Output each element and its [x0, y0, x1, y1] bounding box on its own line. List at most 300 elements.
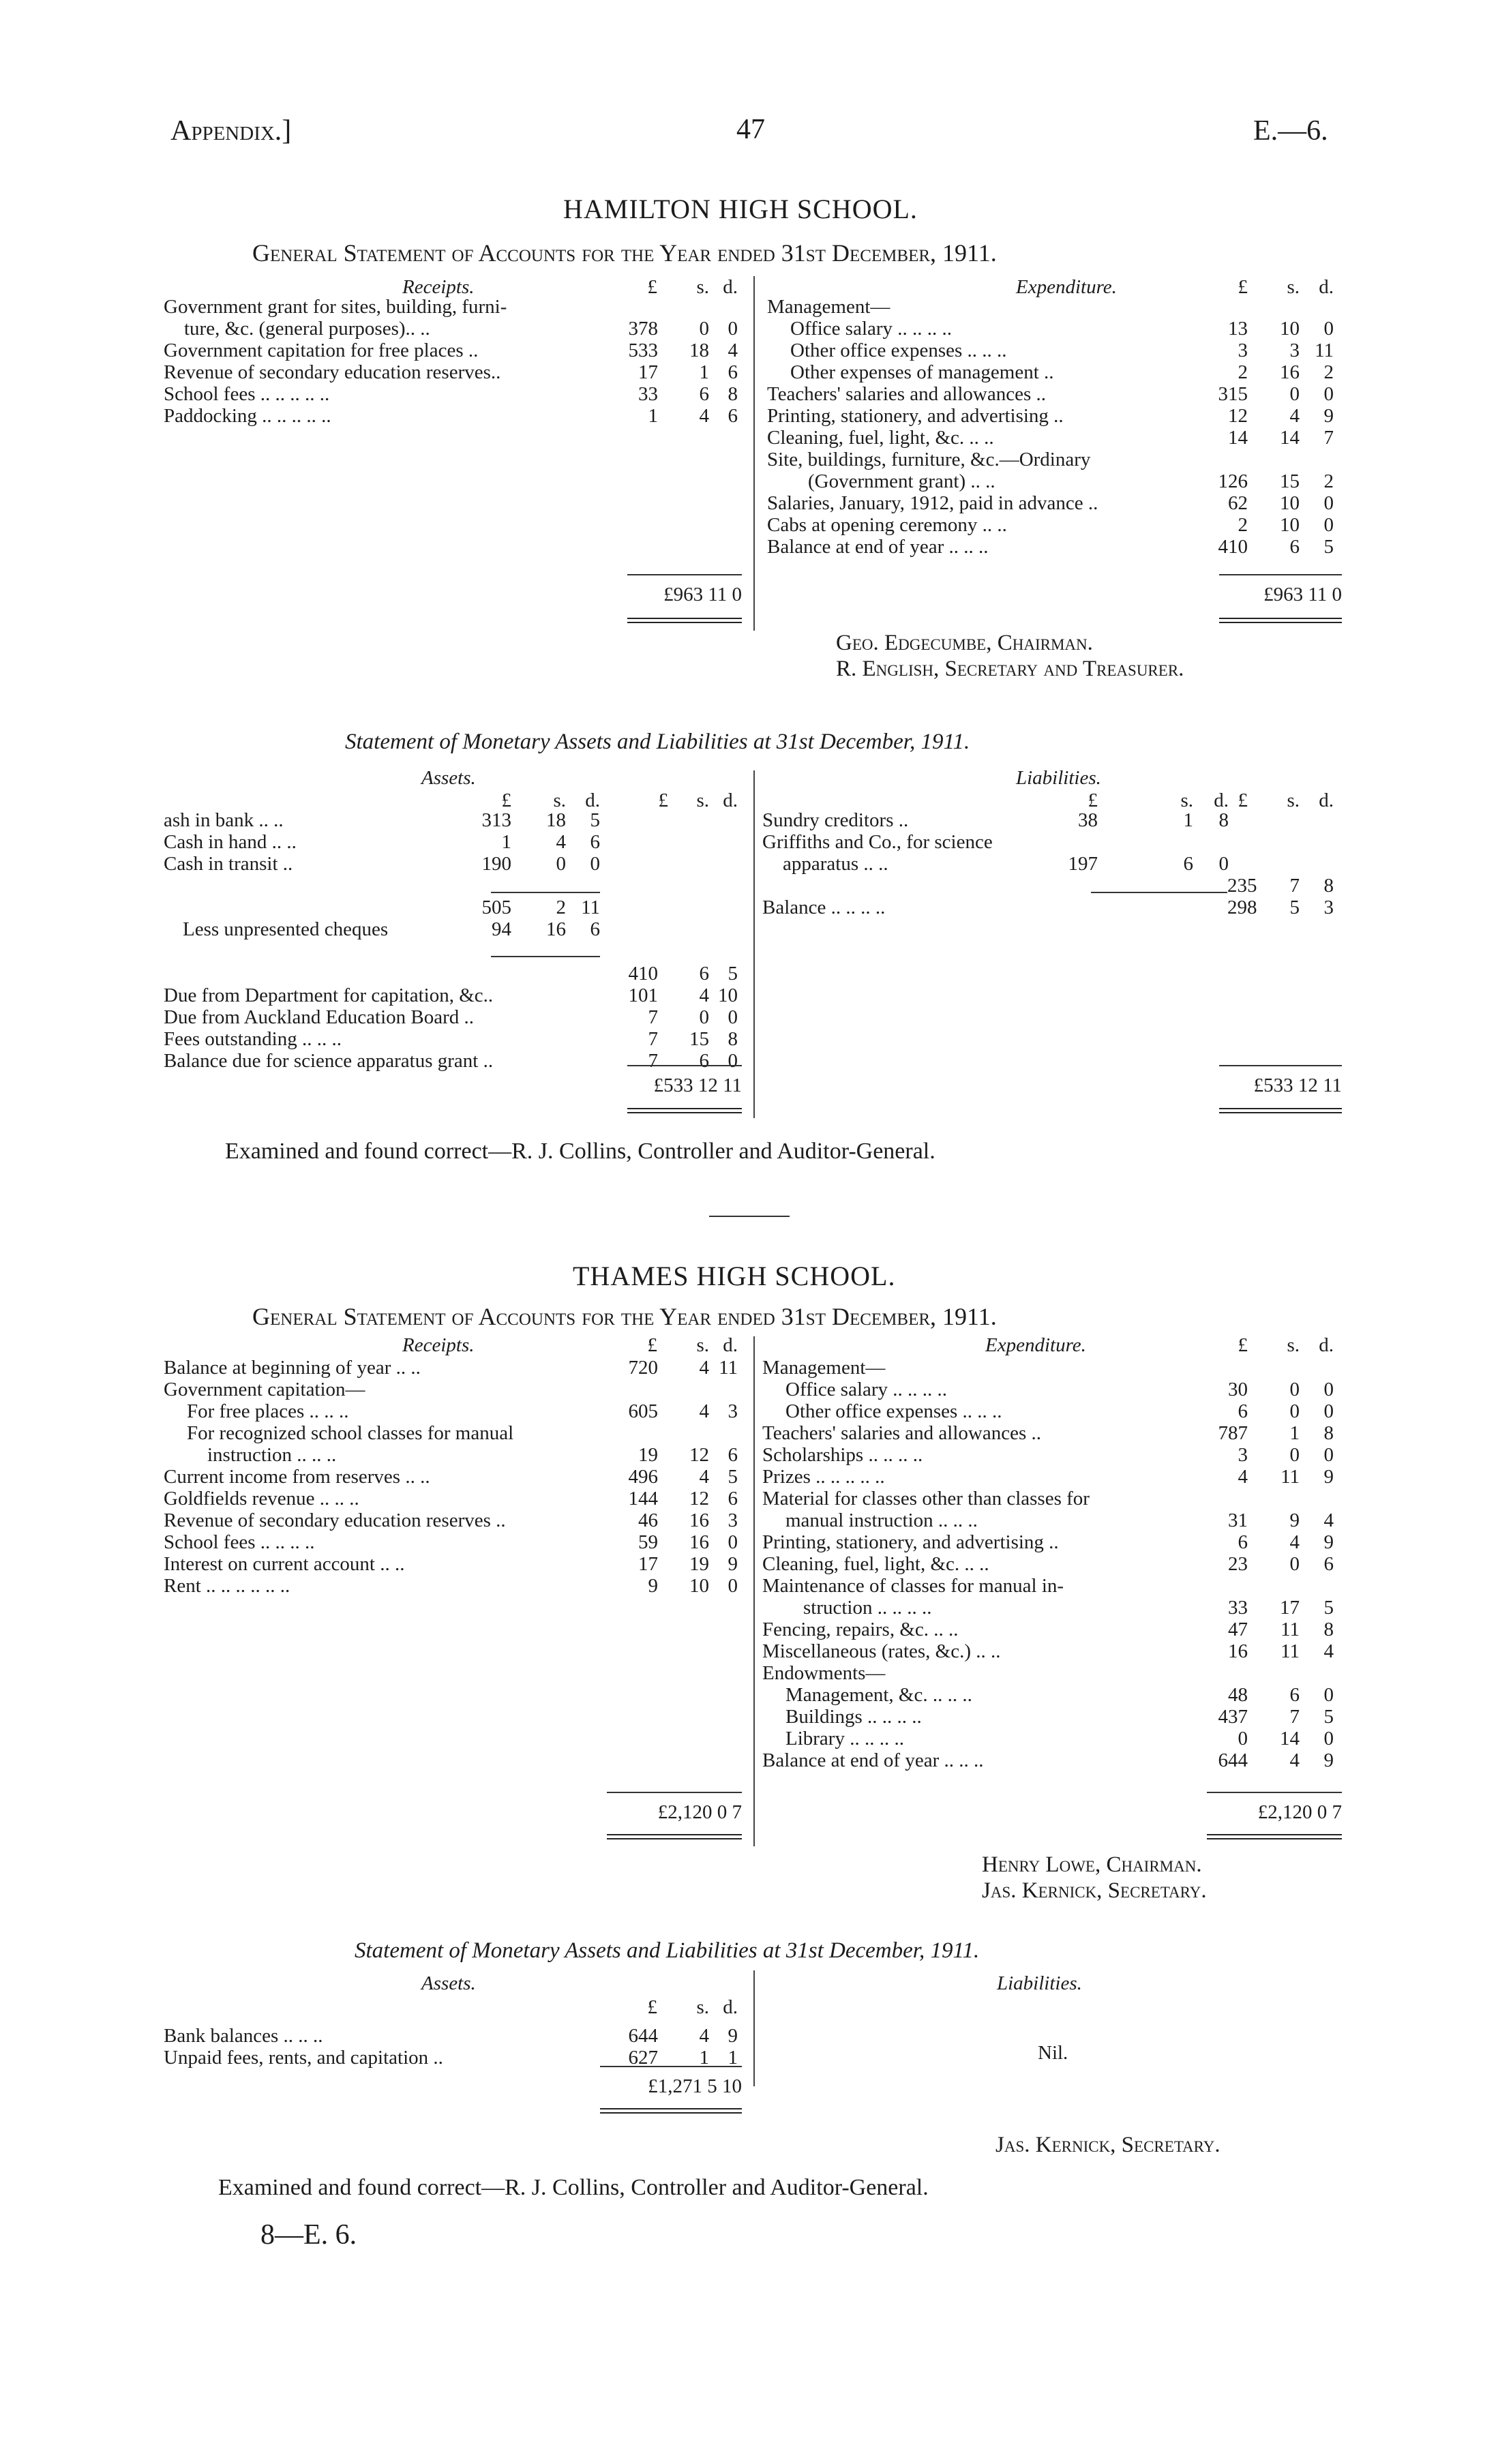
amount-shillings: 7	[1289, 1706, 1300, 1728]
row-label: Balance at end of year .. .. ..	[767, 536, 989, 558]
amount-pence: 8	[1323, 875, 1334, 897]
amount-shillings: 16	[546, 918, 566, 940]
hamilton-expenditure-total: £963 11 0	[1263, 584, 1342, 605]
hamilton-subtitle: General Statement of Accounts for the Year ended 31st December, 1911.	[252, 239, 997, 267]
amount-shillings: 15	[689, 1028, 709, 1050]
rule	[627, 574, 742, 575]
thames-subtitle: General Statement of Accounts for the Year ended 31st December, 1911.	[252, 1303, 997, 1330]
row-label: Teachers' salaries and allowances ..	[762, 1422, 1042, 1444]
amount-shillings: 14	[1280, 1728, 1300, 1749]
amount-pence: 5	[728, 963, 738, 985]
row-label: Bank balances .. .. ..	[164, 2025, 323, 2047]
row-label: School fees .. .. .. .. ..	[164, 383, 330, 405]
amount-shillings: 6	[699, 1050, 709, 1072]
double-rule	[607, 1834, 742, 1839]
amount-shillings: 11	[1280, 1640, 1300, 1662]
rule	[1219, 574, 1342, 575]
amount-shillings: 4	[699, 405, 709, 427]
amount-pounds: 644	[1218, 1749, 1248, 1771]
amount-shillings: 10	[1280, 514, 1300, 536]
amount-pounds: 2	[1238, 514, 1248, 536]
amount-shillings: 11	[1280, 1619, 1300, 1640]
amount-pounds: 46	[638, 1509, 658, 1531]
amount-pence: 3	[728, 1400, 738, 1422]
amount-pounds: 378	[628, 318, 658, 340]
row-label: For free places .. .. ..	[187, 1400, 349, 1422]
amount-shillings: 1	[699, 2047, 709, 2069]
thames-assets-title: Statement of Monetary Assets and Liabilities at 31st December, 1911.	[355, 1938, 980, 1963]
amount-pence: 10	[718, 985, 738, 1006]
header-appendix: Appendix.]	[170, 115, 292, 147]
amount-pence: 9	[1323, 1466, 1334, 1488]
amount-pounds: 31	[1228, 1509, 1248, 1531]
double-rule	[600, 2108, 742, 2114]
amount-pence: 0	[1323, 383, 1334, 405]
amount-shillings: 0	[699, 318, 709, 340]
currency-d: d.	[723, 276, 738, 298]
amount-shillings: 16	[1280, 361, 1300, 383]
amount-pence: 0	[1323, 492, 1334, 514]
currency-pound: £	[647, 1334, 657, 1356]
amount-pounds: 298	[1227, 897, 1257, 918]
amount-pence: 0	[1323, 514, 1334, 536]
amount-shillings: 18	[546, 809, 566, 831]
amount-shillings: 0	[1289, 1553, 1300, 1575]
row-label: Printing, stationery, and advertising ..	[767, 405, 1064, 427]
amount-shillings: 6	[699, 383, 709, 405]
amount-pounds: 190	[481, 853, 511, 875]
amount-pounds: 6	[1238, 1531, 1248, 1553]
amount-pounds: 6	[1238, 1400, 1248, 1422]
row-label: Government capitation—	[164, 1379, 365, 1400]
amount-pence: 0	[728, 1050, 738, 1072]
rule	[627, 1065, 742, 1066]
row-label: Cabs at opening ceremony .. ..	[767, 514, 1007, 536]
currency-s: s.	[696, 276, 709, 298]
currency-pound: £	[501, 790, 511, 811]
row-label: Due from Department for capitation, &c..	[164, 985, 494, 1006]
amount-pounds: 1	[501, 831, 511, 853]
row-label: Buildings .. .. .. ..	[785, 1706, 922, 1728]
hamilton-secretary-signature: R. English, Secretary and Treasurer.	[836, 657, 1184, 681]
row-label: Printing, stationery, and advertising ..	[762, 1531, 1059, 1553]
row-label: Griffiths and Co., for science	[762, 831, 993, 853]
amount-shillings: 4	[699, 1466, 709, 1488]
thames-expenditure-head: Expenditure.	[985, 1334, 1086, 1356]
currency-d: d.	[723, 790, 738, 811]
row-label: Scholarships .. .. .. ..	[762, 1444, 923, 1466]
row-label: Unpaid fees, rents, and capitation ..	[164, 2047, 443, 2069]
amount-shillings: 1	[1289, 1422, 1300, 1444]
amount-pounds: 9	[648, 1575, 658, 1597]
row-label: ash in bank .. ..	[164, 809, 284, 831]
amount-shillings: 14	[1280, 427, 1300, 449]
amount-pence: 0	[1323, 318, 1334, 340]
row-label: Material for classes other than classes for	[762, 1488, 1090, 1509]
amount-pounds: 62	[1228, 492, 1248, 514]
amount-shillings: 0	[1289, 1400, 1300, 1422]
amount-pence: 6	[728, 405, 738, 427]
row-label: Management, &c. .. .. ..	[785, 1684, 972, 1706]
row-label: Government grant for sites, building, furni-	[164, 296, 507, 318]
currency-s: s.	[1287, 790, 1300, 811]
double-rule	[627, 1108, 742, 1113]
footer-signature-mark: 8—E. 6.	[260, 2219, 357, 2251]
amount-shillings: 4	[699, 1400, 709, 1422]
thames-assets-head: Assets.	[421, 1972, 476, 1994]
currency-s: s.	[1180, 790, 1193, 811]
hamilton-receipts-total: £963 11 0	[663, 584, 742, 605]
row-label: Office salary .. .. .. ..	[790, 318, 953, 340]
row-label: Current income from reserves .. ..	[164, 1466, 430, 1488]
amount-pounds: 33	[1228, 1597, 1248, 1619]
amount-pounds: 47	[1228, 1619, 1248, 1640]
amount-pounds: 644	[628, 2025, 658, 2047]
amount-pounds: 126	[1218, 470, 1248, 492]
amount-shillings: 17	[1280, 1597, 1300, 1619]
amount-pounds: 3	[1238, 340, 1248, 361]
amount-shillings: 10	[1280, 318, 1300, 340]
amount-pounds: 605	[628, 1400, 658, 1422]
amount-pence: 2	[1323, 470, 1334, 492]
amount-pounds: 313	[481, 809, 511, 831]
currency-s: s.	[696, 1996, 709, 2018]
row-label: (Government grant) .. ..	[808, 470, 995, 492]
amount-pence: 3	[1323, 897, 1334, 918]
rule	[1091, 892, 1227, 893]
amount-pounds: 505	[481, 897, 511, 918]
amount-pence: 0	[590, 853, 600, 875]
amount-pounds: 787	[1218, 1422, 1248, 1444]
amount-shillings: 12	[689, 1488, 709, 1509]
amount-shillings: 6	[699, 963, 709, 985]
column-divider	[753, 770, 755, 1118]
hamilton-expenditure-head: Expenditure.	[1016, 276, 1117, 298]
thames-liabilities-head: Liabilities.	[997, 1972, 1082, 1994]
amount-shillings: 9	[1289, 1509, 1300, 1531]
amount-pence: 11	[1315, 340, 1334, 361]
amount-pounds: 38	[1078, 809, 1098, 831]
amount-pounds: 48	[1228, 1684, 1248, 1706]
amount-pence: 8	[1323, 1619, 1334, 1640]
amount-shillings: 16	[689, 1509, 709, 1531]
amount-shillings: 0	[556, 853, 566, 875]
amount-shillings: 3	[1289, 340, 1300, 361]
amount-shillings: 2	[556, 897, 566, 918]
amount-pence: 0	[1323, 1444, 1334, 1466]
thames-liabilities-nil: Nil.	[1038, 2042, 1068, 2064]
thames-secretary-signature: Jas. Kernick, Secretary.	[982, 1878, 1207, 1903]
amount-pence: 6	[728, 1488, 738, 1509]
currency-pound: £	[658, 790, 668, 811]
amount-pence: 0	[1323, 1400, 1334, 1422]
amount-pence: 5	[1323, 1706, 1334, 1728]
amount-pence: 9	[1323, 1531, 1334, 1553]
amount-pence: 0	[1218, 853, 1229, 875]
amount-shillings: 6	[1183, 853, 1193, 875]
amount-pounds: 2	[1238, 361, 1248, 383]
header-ref: E.—6.	[1253, 115, 1328, 147]
amount-pounds: 33	[638, 383, 658, 405]
currency-pound: £	[1238, 276, 1248, 298]
column-divider	[753, 1970, 755, 2086]
row-label: manual instruction .. .. ..	[785, 1509, 978, 1531]
amount-pence: 4	[1323, 1640, 1334, 1662]
currency-pound: £	[1088, 790, 1098, 811]
amount-pence: 0	[728, 1575, 738, 1597]
row-label: Miscellaneous (rates, &c.) .. ..	[762, 1640, 1001, 1662]
amount-pence: 6	[590, 831, 600, 853]
amount-shillings: 10	[1280, 492, 1300, 514]
double-rule	[1207, 1834, 1342, 1839]
row-label: instruction .. .. ..	[207, 1444, 337, 1466]
thames-receipts-head: Receipts.	[402, 1334, 475, 1356]
hamilton-assets-head: Assets.	[421, 767, 476, 789]
amount-pounds: 23	[1228, 1553, 1248, 1575]
row-label: Teachers' salaries and allowances ..	[767, 383, 1047, 405]
amount-shillings: 4	[1289, 405, 1300, 427]
row-label: Due from Auckland Education Board ..	[164, 1006, 475, 1028]
amount-shillings: 5	[1289, 897, 1300, 918]
row-label: Maintenance of classes for manual in-	[762, 1575, 1064, 1597]
amount-pence: 4	[728, 340, 738, 361]
currency-pound: £	[1238, 1334, 1248, 1356]
currency-d: d.	[723, 1996, 738, 2018]
row-label: Revenue of secondary education reserves..	[164, 361, 501, 383]
currency-pound: £	[647, 276, 657, 298]
row-label: Goldfields revenue .. .. ..	[164, 1488, 359, 1509]
row-label: Balance due for science apparatus grant ..	[164, 1050, 494, 1072]
amount-pounds: 14	[1228, 427, 1248, 449]
row-label: Cleaning, fuel, light, &c. .. ..	[767, 427, 994, 449]
amount-pence: 5	[590, 809, 600, 831]
amount-pounds: 410	[1218, 536, 1248, 558]
row-label: Interest on current account .. ..	[164, 1553, 405, 1575]
hamilton-assets-total: £533 12 11	[653, 1075, 742, 1096]
amount-pounds: 533	[628, 340, 658, 361]
amount-pounds: 13	[1228, 318, 1248, 340]
amount-shillings: 4	[556, 831, 566, 853]
row-label: ture, &c. (general purposes).. ..	[184, 318, 430, 340]
amount-pounds: 0	[1238, 1728, 1248, 1749]
amount-pence: 8	[728, 1028, 738, 1050]
amount-pounds: 437	[1218, 1706, 1248, 1728]
amount-pence: 3	[728, 1509, 738, 1531]
amount-pounds: 197	[1068, 853, 1098, 875]
row-label: Other office expenses .. .. ..	[790, 340, 1007, 361]
row-label: Fees outstanding .. .. ..	[164, 1028, 342, 1050]
row-label: Salaries, January, 1912, paid in advance ..	[767, 492, 1098, 514]
amount-pounds: 7	[648, 1006, 658, 1028]
amount-pence: 6	[590, 918, 600, 940]
amount-pence: 6	[728, 1444, 738, 1466]
amount-pence: 7	[1323, 427, 1334, 449]
amount-pence: 1	[728, 2047, 738, 2069]
rule	[491, 956, 600, 957]
rule	[491, 892, 600, 893]
row-label: Balance at end of year .. .. ..	[762, 1749, 984, 1771]
double-rule	[1219, 1108, 1342, 1113]
amount-shillings: 4	[1289, 1531, 1300, 1553]
amount-pence: 5	[1323, 536, 1334, 558]
currency-s: s.	[1287, 276, 1300, 298]
rule	[607, 1792, 742, 1793]
hamilton-liab-balance-label: Balance .. .. .. ..	[762, 897, 886, 918]
amount-shillings: 12	[689, 1444, 709, 1466]
row-label: Revenue of secondary education reserves ..	[164, 1509, 506, 1531]
amount-shillings: 0	[699, 1006, 709, 1028]
currency-d: d.	[1319, 276, 1334, 298]
row-label: struction .. .. .. ..	[803, 1597, 932, 1619]
amount-pounds: 410	[628, 963, 658, 985]
amount-pence: 9	[728, 1553, 738, 1575]
row-label: Sundry creditors ..	[762, 809, 909, 831]
amount-pence: 4	[1323, 1509, 1334, 1531]
amount-shillings: 0	[1289, 1379, 1300, 1400]
amount-shillings: 6	[1289, 536, 1300, 558]
rule	[600, 2066, 742, 2067]
amount-pounds: 720	[628, 1357, 658, 1379]
currency-pound: £	[1238, 790, 1248, 811]
amount-pounds: 30	[1228, 1379, 1248, 1400]
currency-d: d.	[1214, 790, 1229, 811]
section-separator	[709, 1216, 790, 1217]
amount-shillings: 4	[699, 2025, 709, 2047]
amount-shillings: 4	[1289, 1749, 1300, 1771]
row-label: For recognized school classes for manual	[187, 1422, 514, 1444]
currency-pound: £	[647, 1996, 657, 2018]
amount-pounds: 16	[1228, 1640, 1248, 1662]
amount-pence: 11	[581, 897, 600, 918]
row-label: Cash in transit ..	[164, 853, 293, 875]
amount-shillings: 11	[1280, 1466, 1300, 1488]
rule	[1219, 1065, 1342, 1066]
amount-shillings: 4	[699, 985, 709, 1006]
currency-s: s.	[696, 790, 709, 811]
row-label: Rent .. .. .. .. .. ..	[164, 1575, 290, 1597]
amount-pence: 11	[719, 1357, 738, 1379]
rule	[1207, 1792, 1342, 1793]
currency-s: s.	[553, 790, 566, 811]
amount-shillings: 7	[1289, 875, 1300, 897]
thames-title: THAMES HIGH SCHOOL.	[573, 1261, 896, 1291]
thames-assets-total: £1,271 5 10	[648, 2075, 742, 2097]
amount-pounds: 496	[628, 1466, 658, 1488]
amount-pence: 6	[1323, 1553, 1334, 1575]
row-label: Cleaning, fuel, light, &c. .. ..	[762, 1553, 989, 1575]
thames-chairman-signature: Henry Lowe, Chairman.	[982, 1852, 1202, 1877]
row-label: apparatus .. ..	[783, 853, 888, 875]
amount-shillings: 0	[1289, 383, 1300, 405]
amount-pence: 5	[1323, 1597, 1334, 1619]
thames-expenditure-total: £2,120 0 7	[1257, 1801, 1342, 1823]
amount-shillings: 18	[689, 340, 709, 361]
amount-pence: 8	[1323, 1422, 1334, 1444]
row-label: Library .. .. .. ..	[785, 1728, 904, 1749]
amount-shillings: 1	[699, 361, 709, 383]
amount-pounds: 4	[1238, 1466, 1248, 1488]
amount-shillings: 19	[689, 1553, 709, 1575]
amount-pounds: 17	[638, 1553, 658, 1575]
amount-pence: 9	[1323, 405, 1334, 427]
row-label: Cash in hand .. ..	[164, 831, 297, 853]
amount-pounds: 1	[648, 405, 658, 427]
row-label: Management—	[762, 1357, 886, 1379]
amount-pounds: 59	[638, 1531, 658, 1553]
column-divider	[753, 276, 755, 631]
row-label: School fees .. .. .. ..	[164, 1531, 315, 1553]
amount-pence: 0	[1323, 1379, 1334, 1400]
amount-shillings: 1	[1183, 809, 1193, 831]
amount-pounds: 144	[628, 1488, 658, 1509]
hamilton-title: HAMILTON HIGH SCHOOL.	[563, 194, 918, 224]
amount-pence: 9	[728, 2025, 738, 2047]
amount-pounds: 12	[1228, 405, 1248, 427]
currency-d: d.	[585, 790, 600, 811]
amount-pence: 0	[728, 318, 738, 340]
hamilton-examined: Examined and found correct—R. J. Collins, Controller and Auditor-General.	[225, 1139, 935, 1164]
amount-pounds: 17	[638, 361, 658, 383]
amount-pounds: 7	[648, 1028, 658, 1050]
row-label: Fencing, repairs, &c. .. ..	[762, 1619, 959, 1640]
thames-receipts-total: £2,120 0 7	[657, 1801, 742, 1823]
amount-pounds: 235	[1227, 875, 1257, 897]
amount-pence: 8	[728, 383, 738, 405]
amount-shillings: 15	[1280, 470, 1300, 492]
row-label: Less unpresented cheques	[183, 918, 389, 940]
column-divider	[753, 1336, 755, 1846]
hamilton-liabilities-head: Liabilities.	[1016, 767, 1101, 789]
amount-pence: 0	[1323, 1728, 1334, 1749]
hamilton-receipts-head: Receipts.	[402, 276, 475, 298]
hamilton-chairman-signature: Geo. Edgecumbe, Chairman.	[836, 631, 1093, 655]
row-label: Balance at beginning of year .. ..	[164, 1357, 421, 1379]
amount-pounds: 315	[1218, 383, 1248, 405]
double-rule	[1219, 618, 1342, 623]
row-label: Prizes .. .. .. .. ..	[762, 1466, 885, 1488]
row-label: Office salary .. .. .. ..	[785, 1379, 948, 1400]
row-label: Government capitation for free places ..	[164, 340, 479, 361]
amount-pence: 9	[1323, 1749, 1334, 1771]
amount-pence: 8	[1218, 809, 1229, 831]
hamilton-assets-title: Statement of Monetary Assets and Liabilities at 31st December, 1911.	[345, 730, 970, 754]
amount-pounds: 19	[638, 1444, 658, 1466]
amount-shillings: 6	[1289, 1684, 1300, 1706]
row-label: Other expenses of management ..	[790, 361, 1054, 383]
currency-s: s.	[696, 1334, 709, 1356]
hamilton-liabilities-total: £533 12 11	[1253, 1075, 1342, 1096]
amount-pence: 2	[1323, 361, 1334, 383]
currency-d: d.	[1319, 1334, 1334, 1356]
amount-pounds: 7	[648, 1050, 658, 1072]
row-label: Endowments—	[762, 1662, 886, 1684]
amount-pence: 6	[728, 361, 738, 383]
amount-shillings: 4	[699, 1357, 709, 1379]
currency-s: s.	[1287, 1334, 1300, 1356]
amount-shillings: 10	[689, 1575, 709, 1597]
amount-pence: 0	[728, 1006, 738, 1028]
row-label: Site, buildings, furniture, &c.—Ordinary	[767, 449, 1091, 470]
row-label: Management—	[767, 296, 890, 318]
amount-pounds: 3	[1238, 1444, 1248, 1466]
amount-pounds: 101	[628, 985, 658, 1006]
amount-pence: 0	[1323, 1684, 1334, 1706]
amount-shillings: 16	[689, 1531, 709, 1553]
thames-secretary-signature-2: Jas. Kernick, Secretary.	[995, 2133, 1220, 2157]
row-label: Paddocking .. .. .. .. ..	[164, 405, 331, 427]
amount-pence: 5	[728, 1466, 738, 1488]
double-rule	[627, 618, 742, 623]
